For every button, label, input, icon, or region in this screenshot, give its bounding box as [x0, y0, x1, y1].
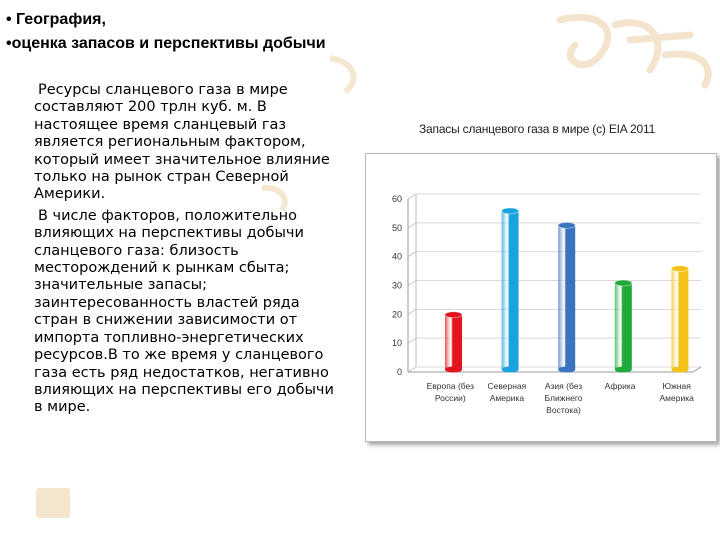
bar-chart — [366, 154, 716, 441]
grid-depth-40 — [408, 252, 416, 257]
bar-body-2 — [558, 225, 575, 369]
x-tick-label-4-1: Америка — [659, 393, 694, 403]
bar-3 — [615, 280, 632, 373]
bar-0 — [445, 312, 462, 373]
x-tick-label-1-1: Америка — [489, 393, 525, 403]
y-tick-label-50: 50 — [391, 222, 402, 233]
y-tick-label-0: 0 — [396, 367, 402, 377]
x-tick-label-3-0: Африка — [604, 381, 636, 391]
y-tick-label-60: 60 — [391, 194, 402, 204]
y-tick-label-30: 30 — [391, 280, 402, 291]
slide-header — [6, 8, 486, 56]
bar-base-1 — [502, 367, 519, 373]
chart-title: Запасы сланцевого газа в мире (с) EIA 2011 — [419, 122, 656, 136]
bar-2 — [558, 222, 575, 372]
bar-body-1 — [502, 211, 519, 370]
x-tick-label-2-0: Азия (без — [544, 381, 583, 391]
bar-top-0 — [445, 312, 462, 318]
chart-frame — [365, 153, 717, 442]
y-tick-label-20: 20 — [391, 309, 402, 320]
grid-depth-60 — [408, 194, 416, 199]
grid-depth-10 — [408, 338, 416, 343]
bar-base-2 — [558, 367, 575, 373]
body-text — [34, 82, 346, 417]
bar-top-4 — [671, 266, 688, 272]
bar-body-4 — [671, 269, 688, 370]
bar-top-1 — [502, 208, 519, 214]
x-tick-label-2-2: Востока) — [546, 405, 581, 415]
bar-base-0 — [445, 367, 462, 373]
x-tick-label-0-0: Европа (без — [426, 381, 474, 391]
grid-depth-50 — [408, 223, 416, 228]
bar-1 — [502, 208, 519, 373]
paragraph-resources: Ресурсы сланцевого газа в мире составляют 200 трлн куб. м. В настоящее время сланцевый газ является региональным фактором, который имеет значительное влияние только на рынок стран Северной Америки. — [34, 82, 330, 203]
x-tick-label-2-1: Ближнего — [544, 393, 583, 403]
grid-depth-0 — [408, 367, 416, 372]
bar-base-4 — [671, 367, 688, 373]
grid-depth-20 — [408, 309, 416, 314]
header-bullet-1: • География, — [6, 11, 106, 28]
x-tick-label-1-0: Северная — [487, 381, 527, 391]
bar-4 — [671, 266, 688, 373]
x-tick-label-4-0: Южная — [662, 381, 691, 391]
floor-edge — [693, 367, 701, 372]
x-tick-label-0-1: России) — [434, 393, 466, 403]
bar-body-0 — [445, 315, 462, 370]
paragraph-factors: В числе факторов, положительно влияющих на перспективы добычи сланцевого газа: близость месторождений к рынкам сбыта; значительные запасы; заинтересованность властей ряда стран в снижении зависимости от импорта топливно-энергетических ресурсов.В то же время у сланцевого газа есть ряд недостатков, негативно влияющих на перспективы его добычи в мире. — [34, 207, 334, 416]
y-tick-label-40: 40 — [391, 251, 402, 262]
bar-top-2 — [558, 222, 575, 228]
bar-body-3 — [615, 283, 632, 370]
bar-top-3 — [615, 280, 632, 286]
y-tick-label-10: 10 — [391, 338, 402, 349]
grid-depth-30 — [408, 281, 416, 286]
bar-base-3 — [615, 367, 632, 373]
header-bullet-2: •оценка запасов и перспективы добычи — [6, 35, 326, 52]
